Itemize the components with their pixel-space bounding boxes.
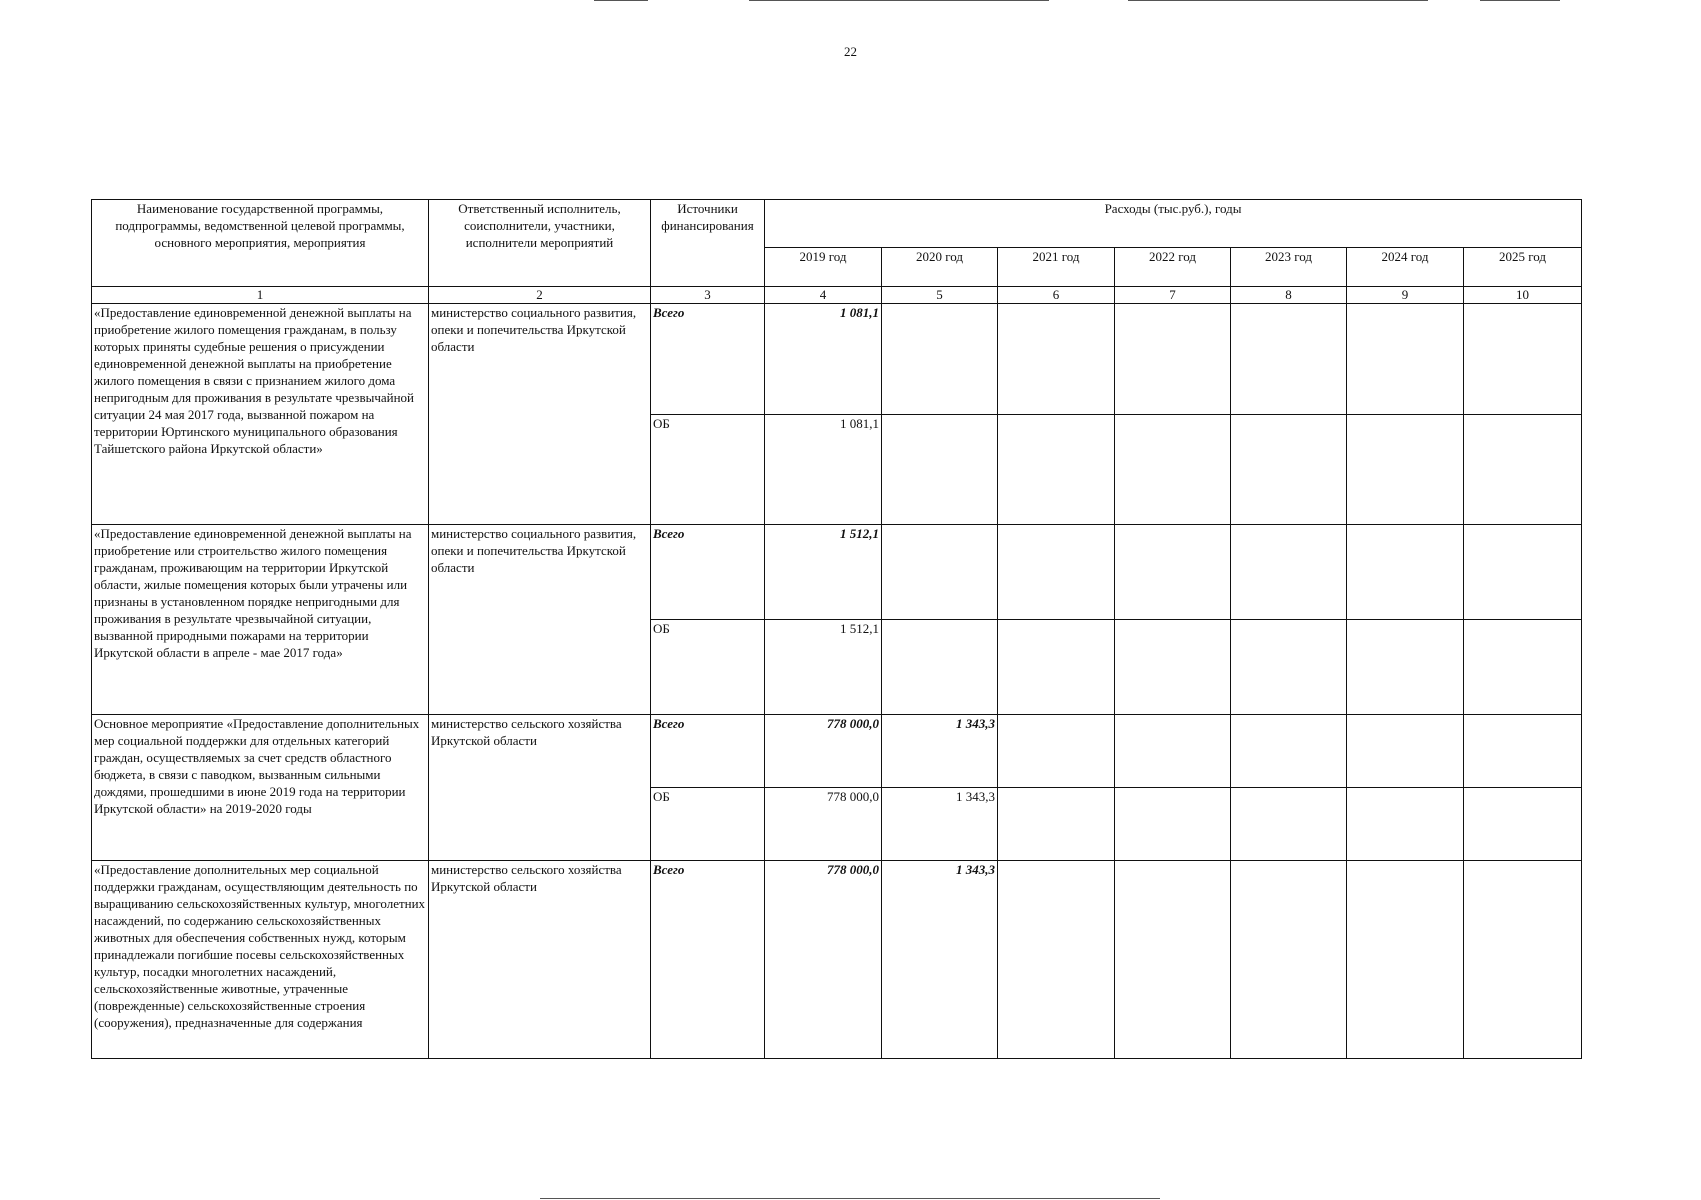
scan-artifact (540, 1198, 1160, 1199)
column-number: 10 (1464, 287, 1582, 304)
header-row-top (92, 200, 1582, 248)
expense-cell (882, 304, 998, 415)
expense-cell (998, 715, 1115, 788)
expense-cell (1231, 788, 1347, 861)
measure-description: «Предоставление единовременной денежной выплаты на приобретение или строительство жилого помещения гражданам, проживающим на территории Иркутской области, жилые помещения которых были утрачены или признаны в установленном порядке непригодными для проживания в результате чрезвычайной ситуации, вызванной природными пожарами на территории Иркутской области в апреле - мае 2017 года» (92, 525, 429, 715)
expense-cell (1347, 715, 1464, 788)
expense-cell (1115, 620, 1231, 715)
table-body (92, 200, 1582, 1059)
header-source: Источники финансирования (651, 200, 765, 287)
expense-cell (882, 415, 998, 525)
expense-cell: 1 512,1 (765, 620, 882, 715)
expense-cell (998, 525, 1115, 620)
column-number: 7 (1115, 287, 1231, 304)
header-name: Наименование государственной программы, подпрограммы, ведомственной целевой программы, основного мероприятия, мероприятия (92, 200, 429, 287)
expense-cell (1115, 525, 1231, 620)
table-row (92, 861, 1582, 1059)
scan-artifact (749, 0, 1049, 1)
expense-cell: 1 343,3 (882, 715, 998, 788)
header-year: 2025 год (1464, 248, 1582, 287)
expense-cell (1464, 415, 1582, 525)
expense-cell (1115, 788, 1231, 861)
table-row (92, 304, 1582, 415)
measure-description: «Предоставление единовременной денежной выплаты на приобретение жилого помещения гражданам, в пользу которых приняты судебные решения о присуждении единовременной денежной выплаты на приобретение жилого помещения в связи с признанием жилого дома непригодным для проживания в результате чрезвычайной ситуации 24 мая 2017 года, вызванной пожаром на территории Юртинского муниципального образования Тайшетского района Иркутской области» (92, 304, 429, 525)
expense-cell (998, 788, 1115, 861)
expense-cell (1347, 304, 1464, 415)
header-year: 2022 год (1115, 248, 1231, 287)
column-number: 3 (651, 287, 765, 304)
table-row (92, 525, 1582, 620)
expense-cell (998, 861, 1115, 1059)
expense-cell (1464, 304, 1582, 415)
expense-cell: 778 000,0 (765, 788, 882, 861)
funding-source: ОБ (651, 415, 765, 525)
column-number: 9 (1347, 287, 1464, 304)
expense-cell: 778 000,0 (765, 715, 882, 788)
expense-cell (1115, 304, 1231, 415)
header-executor: Ответственный исполнитель, соисполнители, участники, исполнители мероприятий (429, 200, 651, 287)
table-row (92, 715, 1582, 788)
scan-artifact (1480, 0, 1560, 1)
expense-cell (998, 304, 1115, 415)
header-year: 2019 год (765, 248, 882, 287)
funding-source: Всего (651, 861, 765, 1059)
scan-artifact (594, 0, 648, 1)
expense-cell (998, 620, 1115, 715)
expense-cell: 1 512,1 (765, 525, 882, 620)
header-expenses: Расходы (тыс.руб.), годы (765, 200, 1582, 248)
expense-cell (1347, 620, 1464, 715)
responsible-executor: министерство социального развития, опеки и попечительства Иркутской области (429, 304, 651, 525)
funding-source: Всего (651, 715, 765, 788)
expense-cell (1231, 861, 1347, 1059)
responsible-executor: министерство сельского хозяйства Иркутской области (429, 861, 651, 1059)
column-number: 4 (765, 287, 882, 304)
funding-source: ОБ (651, 620, 765, 715)
expense-cell (998, 415, 1115, 525)
measure-description: «Предоставление дополнительных мер социальной поддержки гражданам, осуществляющим деятельность по выращиванию сельскохозяйственных культур, многолетних насаждений, по содержанию сельскохозяйственных животных для обеспечения собственных нужд, которым принадлежали погибшие посевы сельскохозяйственных культур, посадки многолетних насаждений, сельскохозяйственные животные, утраченные (поврежденные) сельскохозяйственные строения (сооружения), предназначенные для содержания (92, 861, 429, 1059)
expense-cell (1231, 304, 1347, 415)
page-number: 22 (844, 44, 857, 59)
expense-cell (882, 620, 998, 715)
expense-cell (1347, 415, 1464, 525)
expense-cell (1464, 861, 1582, 1059)
header-year: 2023 год (1231, 248, 1347, 287)
expense-cell: 1 343,3 (882, 861, 998, 1059)
expense-cell (1231, 620, 1347, 715)
expense-cell: 1 081,1 (765, 415, 882, 525)
measure-description: Основное мероприятие «Предоставление дополнительных мер социальной поддержки для отдельных категорий граждан, осуществляемых за счет средств областного бюджета, в связи с паводком, вызванным сильными дождями, прошедшими в июне 2019 года на территории Иркутской области» на 2019-2020 годы (92, 715, 429, 861)
responsible-executor: министерство социального развития, опеки и попечительства Иркутской области (429, 525, 651, 715)
budget-table (91, 199, 1582, 1059)
header-year: 2021 год (998, 248, 1115, 287)
expense-cell (1347, 861, 1464, 1059)
expense-cell (1347, 525, 1464, 620)
expense-cell (1464, 715, 1582, 788)
expense-cell (882, 525, 998, 620)
expense-cell (1231, 715, 1347, 788)
column-number: 1 (92, 287, 429, 304)
scan-artifact (1128, 0, 1428, 1)
expense-cell (1115, 861, 1231, 1059)
expense-cell (1464, 525, 1582, 620)
column-number-row (92, 287, 1582, 304)
column-number: 8 (1231, 287, 1347, 304)
funding-source: ОБ (651, 788, 765, 861)
responsible-executor: министерство сельского хозяйства Иркутской области (429, 715, 651, 861)
expense-cell (1115, 715, 1231, 788)
column-number: 6 (998, 287, 1115, 304)
expense-cell: 778 000,0 (765, 861, 882, 1059)
expense-cell: 1 343,3 (882, 788, 998, 861)
expense-cell: 1 081,1 (765, 304, 882, 415)
expense-cell (1115, 415, 1231, 525)
column-number: 2 (429, 287, 651, 304)
header-year: 2024 год (1347, 248, 1464, 287)
funding-source: Всего (651, 304, 765, 415)
expense-cell (1464, 620, 1582, 715)
header-year: 2020 год (882, 248, 998, 287)
funding-source: Всего (651, 525, 765, 620)
column-number: 5 (882, 287, 998, 304)
expense-cell (1231, 415, 1347, 525)
expense-cell (1231, 525, 1347, 620)
expense-cell (1464, 788, 1582, 861)
expense-cell (1347, 788, 1464, 861)
